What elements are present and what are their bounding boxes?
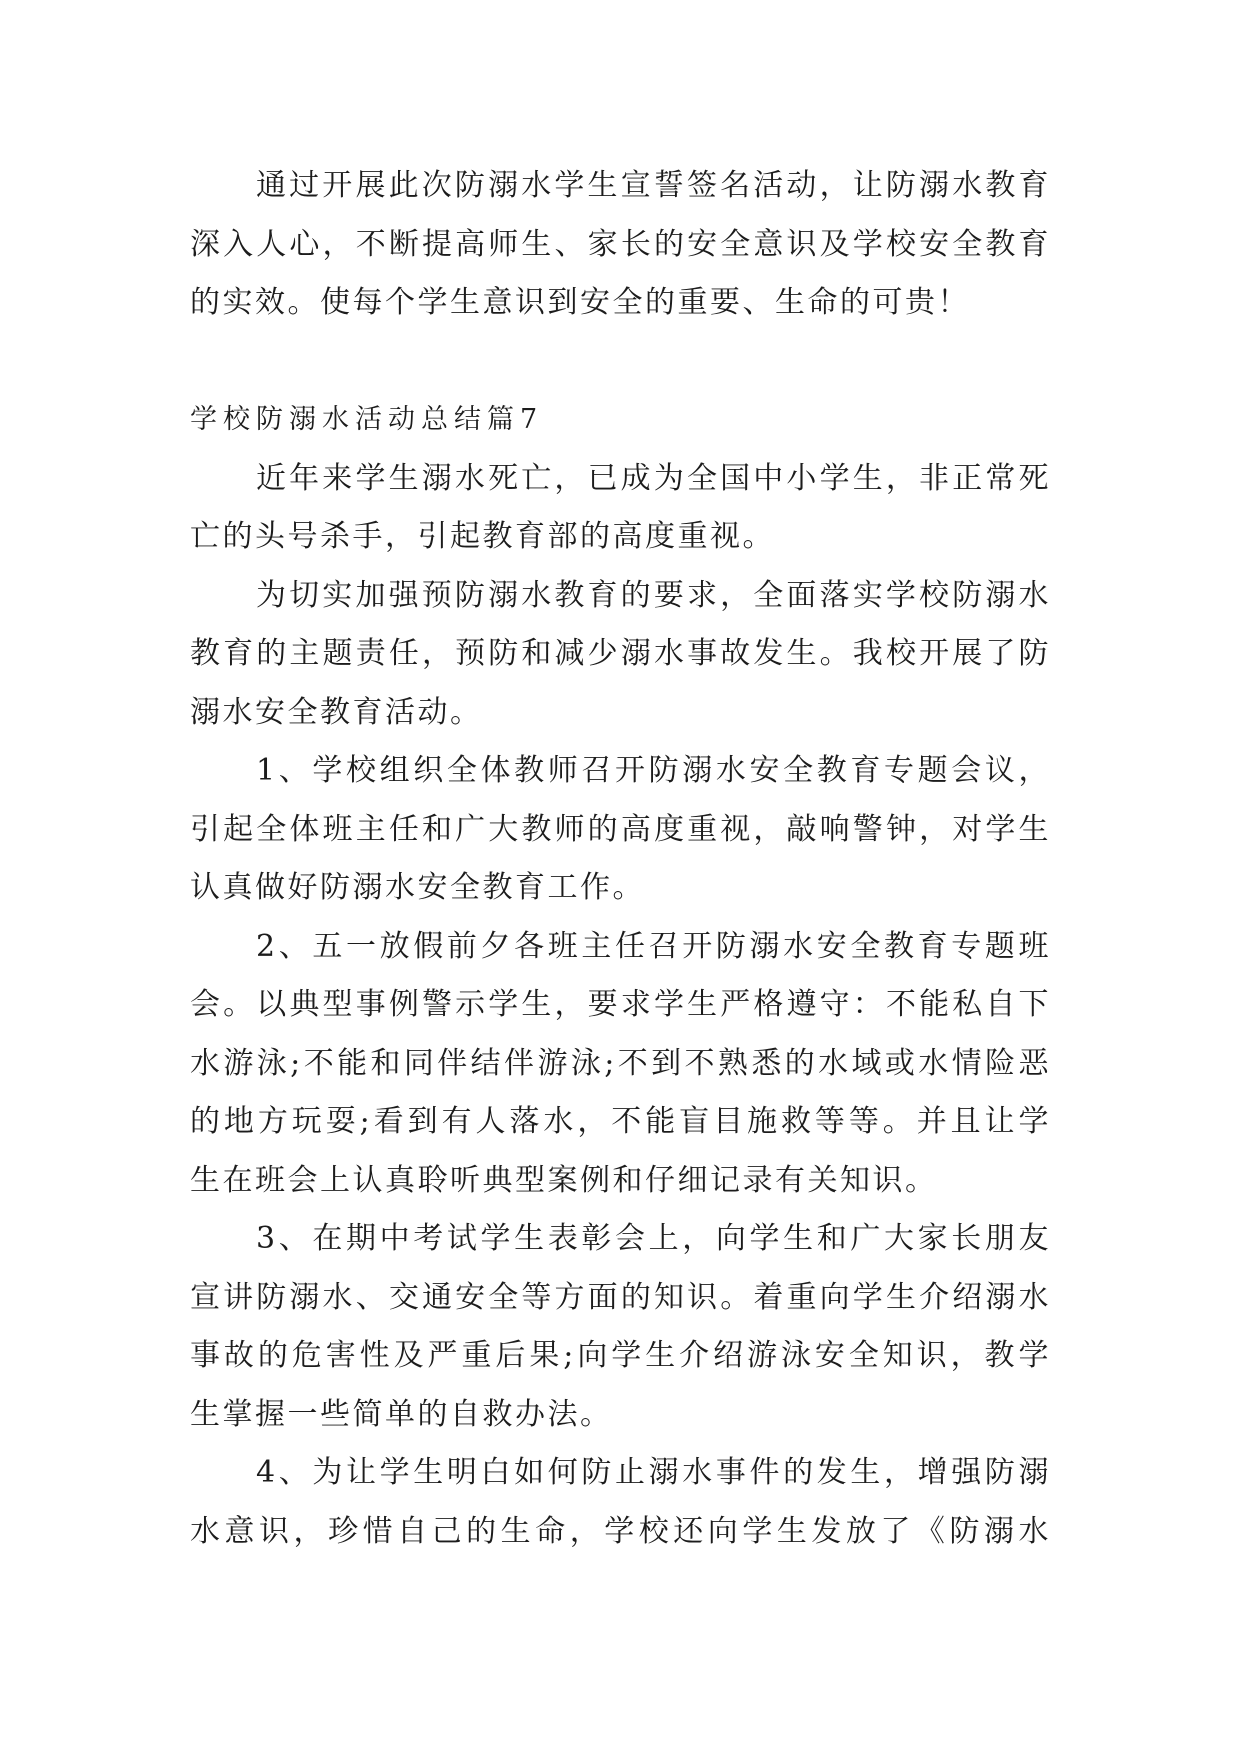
paragraph-line: 生掌握一些简单的自救办法。 — [190, 1396, 613, 1432]
paragraph-line: 通过开展此次防溺水学生宣誓签名活动，让防溺水教育 — [256, 168, 1051, 203]
paragraph-line: 的地方玩耍;看到有人落水，不能盲目施救等等。并且让学 — [190, 1104, 1051, 1139]
list-item-paragraph — [190, 742, 1051, 918]
paragraph-line: 认真做好防溺水安全教育工作。 — [190, 870, 645, 905]
paragraph-line: 3、在期中考试学生表彰会上，向学生和广大家长朋友 — [256, 1221, 1051, 1256]
intro-paragraph — [190, 157, 1051, 333]
paragraph-line: 亡的头号杀手，引起教育部的高度重视。 — [190, 519, 775, 554]
list-item-paragraph — [190, 1444, 1051, 1561]
paragraph-line: 深入人心，不断提高师生、家长的安全意识及学校安全教育 — [190, 226, 1051, 262]
paragraph-line: 宣讲防溺水、交通安全等方面的知识。着重向学生介绍溺水 — [190, 1279, 1051, 1315]
text-column — [190, 157, 1051, 1561]
paragraph-line: 近年来学生溺水死亡，已成为全国中小学生，非正常死 — [256, 460, 1051, 496]
paragraph-line: 会。以典型事例警示学生，要求学生严格遵守：不能私自下 — [190, 987, 1051, 1022]
paragraph-line: 1、学校组织全体教师召开防溺水安全教育专题会议， — [256, 753, 1051, 788]
paragraph-line: 2、五一放假前夕各班主任召开防溺水安全教育专题班 — [256, 928, 1051, 964]
paragraph-line: 为切实加强预防溺水教育的要求，全面落实学校防溺水 — [256, 577, 1051, 613]
paragraph-line: 水游泳;不能和同伴结伴游泳;不到不熟悉的水域或水情险恶 — [190, 1045, 1051, 1081]
paragraph-line: 溺水安全教育活动。 — [190, 694, 483, 730]
paragraph-line: 生在班会上认真聆听典型案例和仔细记录有关知识。 — [190, 1162, 938, 1198]
paragraph-line: 4、为让学生明白如何防止溺水事件的发生，增强防溺 — [256, 1455, 1051, 1490]
paragraph — [190, 450, 1051, 567]
paragraph — [190, 567, 1051, 743]
paragraph-line: 引起全体班主任和广大教师的高度重视，敲响警钟，对学生 — [190, 811, 1051, 847]
paragraph-line: 的实效。使每个学生意识到安全的重要、生命的可贵！ — [190, 285, 970, 320]
paragraph-line: 事故的危害性及严重后果;向学生介绍游泳安全知识，教学 — [190, 1338, 1051, 1373]
blank-line — [190, 333, 1051, 392]
list-item-paragraph — [190, 1210, 1051, 1444]
section-heading: 学校防溺水活动总结篇7 — [190, 404, 544, 435]
paragraph-line: 水意识，珍惜自己的生命，学校还向学生发放了《防溺水 — [190, 1513, 1051, 1549]
paragraph-line: 教育的主题责任，预防和减少溺水事故发生。我校开展了防 — [190, 636, 1051, 671]
list-item-paragraph — [190, 918, 1051, 1211]
